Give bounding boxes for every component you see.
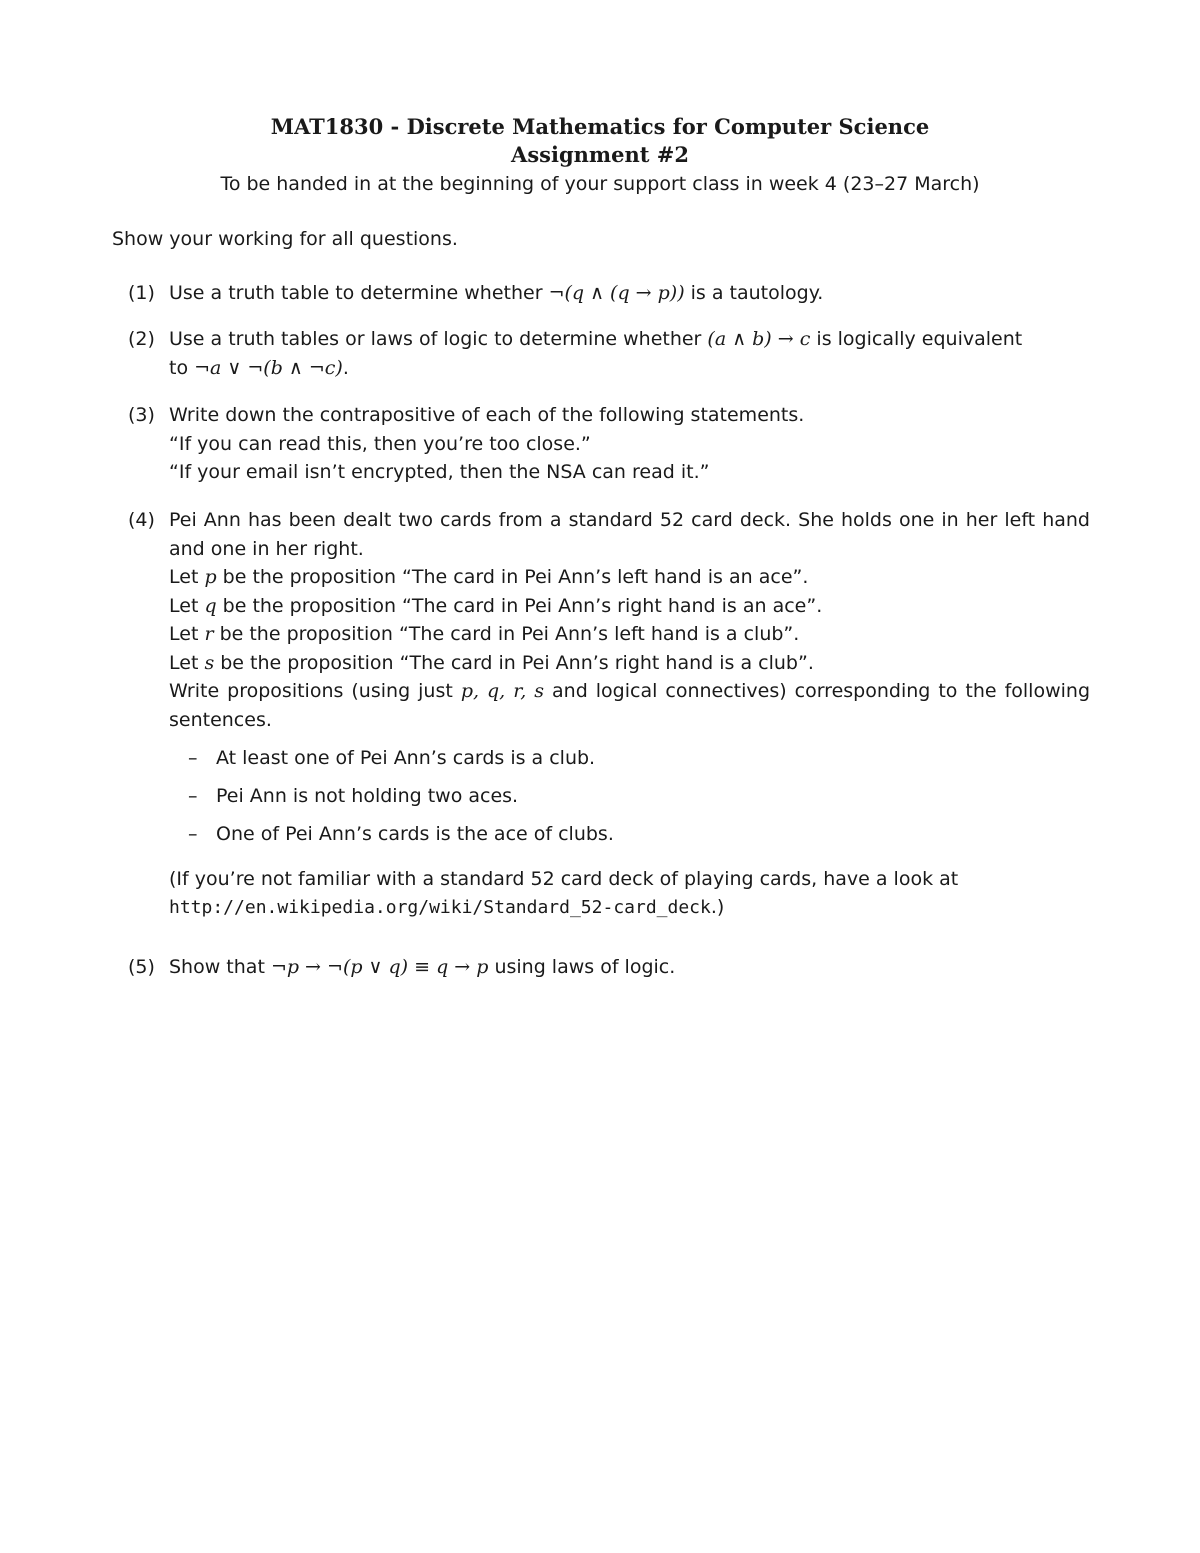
- be-word: be the proposition: [213, 623, 399, 645]
- question-text-part: Use a truth table to determine whether: [169, 282, 549, 304]
- question-number: (5): [128, 956, 155, 978]
- note-end: .): [710, 896, 725, 918]
- variable: s: [204, 651, 215, 674]
- sentence-text: One of Pei Ann’s cards is the ace of clubs.: [216, 823, 614, 845]
- question-intro: Pei Ann has been dealt two cards from a standard 52 card deck. She holds one in her left hand and one in her right.: [169, 509, 1090, 560]
- question-text: [169, 953, 1090, 982]
- statement-1: “If you can read this, then you’re too close.”: [169, 432, 591, 455]
- dash-marker: –: [188, 785, 198, 807]
- formula: ¬(q ∧ (q → p)): [548, 282, 685, 304]
- question-number: (3): [128, 404, 155, 426]
- list-item: [188, 744, 1090, 773]
- proposition-r: [169, 620, 1090, 649]
- question-text-part: using laws of logic.: [488, 956, 676, 978]
- variable: q: [204, 594, 217, 617]
- question-number: (1): [128, 282, 155, 304]
- list-item: [188, 820, 1090, 849]
- question-text: [169, 401, 1090, 487]
- be-word: be the proposition: [216, 594, 403, 617]
- formula: ¬a ∨ ¬(b ∧ ¬c): [194, 356, 343, 379]
- question-1: [112, 279, 1090, 308]
- proposition-p: [169, 563, 1090, 592]
- course-title: MAT1830 - Discrete Mathematics for Computer Science: [270, 114, 930, 139]
- due-date-line: To be handed in at the beginning of your support class in week 4 (23–27 March): [220, 173, 980, 195]
- variable: p: [204, 566, 217, 588]
- question-number: (4): [128, 509, 155, 531]
- proposition-text: “The card in Pei Ann’s right hand is a club”.: [399, 651, 814, 674]
- let-word: Let: [169, 594, 205, 617]
- sentence-text: At least one of Pei Ann’s cards is a club.: [216, 747, 596, 769]
- question-text-part: Use a truth tables or laws of logic to determine whether: [169, 328, 708, 350]
- proposition-s: [169, 649, 1090, 678]
- proposition-q: [169, 592, 1090, 621]
- let-word: Let: [169, 566, 205, 588]
- sentence-list: [188, 744, 1090, 849]
- question-text: [169, 325, 1090, 382]
- write-instruction: [169, 677, 1090, 734]
- variable: r: [204, 623, 214, 645]
- statement-2: “If your email isn’t encrypted, then the NSA can read it.”: [169, 461, 710, 483]
- proposition-text: “The card in Pei Ann’s left hand is an ace”.: [402, 566, 809, 588]
- question-3: [112, 401, 1090, 487]
- question-5: [112, 953, 1090, 982]
- dash-marker: –: [188, 747, 198, 769]
- proposition-text: “The card in Pei Ann’s left hand is a club”.: [398, 623, 800, 645]
- wikipedia-link[interactable]: http://en.wikipedia.org/wiki/Standard_52-card_deck: [169, 897, 711, 918]
- be-word: be the proposition: [214, 651, 400, 674]
- question-text-part: Show that: [169, 956, 271, 978]
- question-text-part: .: [342, 356, 349, 379]
- proposition-text: “The card in Pei Ann’s right hand is an ace”.: [402, 594, 823, 617]
- question-line: Write down the contrapositive of each of the following statements.: [169, 404, 805, 426]
- let-word: Let: [169, 651, 205, 674]
- sentence-text: Pei Ann is not holding two aces.: [216, 785, 519, 807]
- formula: (a ∧ b) → c: [707, 328, 811, 350]
- formula: ¬p → ¬(p ∨ q) ≡ q → p: [270, 956, 489, 978]
- dash-marker: –: [188, 823, 198, 845]
- assignment-title: Assignment #2: [511, 142, 689, 167]
- question-text-part: Write propositions (using just: [169, 680, 461, 702]
- question-text-part: is logically equivalent: [810, 328, 1023, 350]
- question-number: (2): [128, 328, 155, 350]
- question-text-part: to: [169, 356, 195, 379]
- be-word: be the proposition: [216, 566, 403, 588]
- note-text: (If you’re not familiar with a standard 52 card deck of playing cards, have a look at: [169, 867, 959, 890]
- list-item: [188, 782, 1090, 811]
- question-text-part: is a tautology.: [684, 282, 824, 304]
- variable-list: p, q, r, s: [460, 680, 545, 702]
- question-4: [112, 506, 1090, 923]
- deck-note: [169, 865, 1090, 923]
- question-2: [112, 325, 1090, 382]
- instructions: Show your working for all questions.: [112, 228, 458, 250]
- question-text: [169, 506, 1090, 734]
- question-text-part: and logical connectives) corresponding to the following sentences.: [169, 680, 1091, 731]
- let-word: Let: [169, 623, 205, 645]
- question-text: [169, 279, 1090, 308]
